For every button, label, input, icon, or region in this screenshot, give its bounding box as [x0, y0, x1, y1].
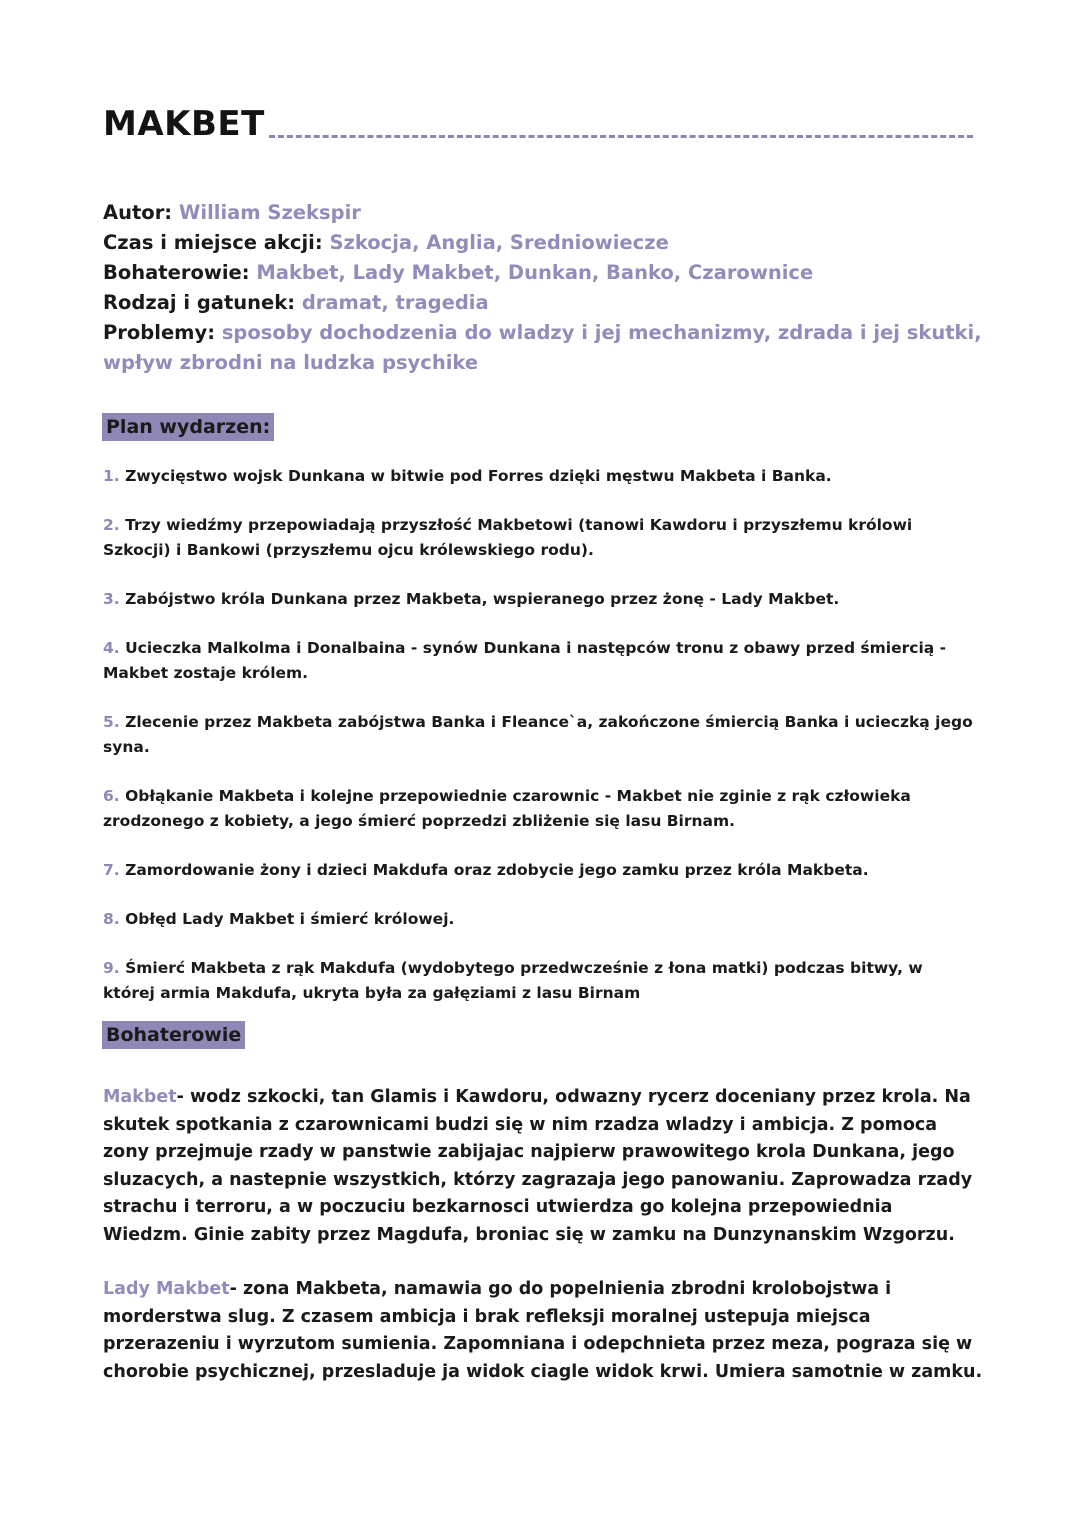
info-row-genre — [103, 288, 983, 318]
info-row-problems — [103, 318, 983, 378]
event-number: 5. — [103, 713, 120, 731]
event-text: Trzy wiedźmy przepowiadają przyszłość Makbetowi (tanowi Kawdoru i przyszłemu królowi Szkocji) i Bankowi (przyszłemu ojcu królewskiego rodu). — [103, 516, 913, 559]
hero-name: Lady Makbet — [103, 1279, 230, 1299]
info-value: Makbet, Lady Makbet, Dunkan, Banko, Czarownice — [256, 261, 814, 284]
event-text: Zamordowanie żony i dzieci Makdufa oraz zdobycie jego zamku przez króla Makbeta. — [125, 861, 869, 879]
hero-name: Makbet — [103, 1087, 177, 1107]
info-value: William Szekspir — [178, 201, 361, 224]
page-title: MAKBET — [103, 104, 265, 144]
info-row-time-place — [103, 228, 983, 258]
info-row-author — [103, 198, 983, 228]
title-dashed-rule — [269, 135, 973, 138]
event-text: Zabójstwo króla Dunkana przez Makbeta, wspieranego przez żonę - Lady Makbet. — [125, 590, 840, 608]
info-key: Autor: — [103, 201, 173, 224]
event-number: 7. — [103, 861, 120, 879]
info-row-characters — [103, 258, 983, 288]
event-number: 2. — [103, 516, 120, 534]
event-number: 8. — [103, 910, 120, 928]
event-text: Zlecenie przez Makbeta zabójstwa Banka i Fleance`a, zakończone śmiercią Banka i ucieczką jego syna. — [103, 713, 973, 756]
events-list — [103, 464, 978, 1006]
event-text: Ucieczka Malkolma i Donalbaina - synów Dunkana i następców tronu z obawy przed śmiercią - Makbet zostaje królem. — [103, 639, 947, 682]
list-item — [103, 956, 978, 1006]
event-text: Obłąkanie Makbeta i kolejne przepowiednie czarownic - Makbet nie zginie z rąk człowieka zrodzonego z kobiety, a jego śmierć poprzedzi zbliżenie się lasu Birnam. — [103, 787, 911, 830]
event-number: 9. — [103, 959, 120, 977]
hero-makbet — [103, 1084, 983, 1249]
heroes-section — [103, 1084, 983, 1386]
event-number: 1. — [103, 467, 120, 485]
list-item — [103, 513, 978, 563]
list-item — [103, 784, 978, 834]
event-number: 4. — [103, 639, 120, 657]
event-text: Zwycięstwo wojsk Dunkana w bitwie pod Forres dzięki męstwu Makbeta i Banka. — [125, 467, 832, 485]
list-item — [103, 636, 978, 686]
heroes-heading: Bohaterowie — [102, 1021, 245, 1049]
plan-heading: Plan wydarzen: — [102, 413, 274, 441]
list-item — [103, 907, 978, 932]
list-item — [103, 464, 978, 489]
event-text: Obłęd Lady Makbet i śmierć królowej. — [125, 910, 455, 928]
title-row — [103, 104, 973, 144]
info-key: Czas i miejsce akcji: — [103, 231, 323, 254]
info-key: Bohaterowie: — [103, 261, 250, 284]
info-key: Problemy: — [103, 321, 216, 344]
info-value: Szkocja, Anglia, Sredniowiecze — [329, 231, 669, 254]
list-item — [103, 587, 978, 612]
info-key: Rodzaj i gatunek: — [103, 291, 296, 314]
info-value: dramat, tragedia — [301, 291, 489, 314]
info-value: sposoby dochodzenia do wladzy i jej mechanizmy, zdrada i jej skutki, wpływ zbrodni na ludzka psychike — [103, 321, 982, 374]
event-number: 6. — [103, 787, 120, 805]
event-number: 3. — [103, 590, 120, 608]
list-item — [103, 858, 978, 883]
hero-description: - zona Makbeta, namawia go do popelnienia zbrodni krolobojstwa i morderstwa slug. Z czasem ambicja i brak refleksji moralnej ustepuja miejsca przerazeniu i wyrzutom sumienia. Zapomniana i odepchnieta przez meza, pograza się w chorobie psychicznej, przesladuje ja widok ciagle widok krwi. Umiera samotnie w zamku. — [103, 1279, 983, 1382]
info-block — [103, 198, 983, 378]
list-item — [103, 710, 978, 760]
event-text: Śmierć Makbeta z rąk Makdufa (wydobytego przedwcześnie z łona matki) podczas bitwy, w której armia Makdufa, ukryta była za gałęziami z lasu Birnam — [103, 959, 923, 1002]
hero-lady-makbet — [103, 1276, 983, 1386]
hero-description: - wodz szkocki, tan Glamis i Kawdoru, odwazny rycerz doceniany przez krola. Na skutek spotkania z czarownicami budzi się w nim rzadza wladzy i ambicja. Z pomoca zony przejmuje rzady w panstwie zabijajac najpierw prawowitego krola Dunkana, jego sluzacych, a nastepnie wszystkich, którzy zagrazaja jego panowaniu. Zaprowadza rzady strachu i terroru, a w poczuciu bezkarnosci utwierdza go kolejna przepowiednia Wiedzm. Ginie zabity przez Magdufa, broniac się w zamku na Dunzynanskim Wzgorzu. — [103, 1087, 973, 1245]
